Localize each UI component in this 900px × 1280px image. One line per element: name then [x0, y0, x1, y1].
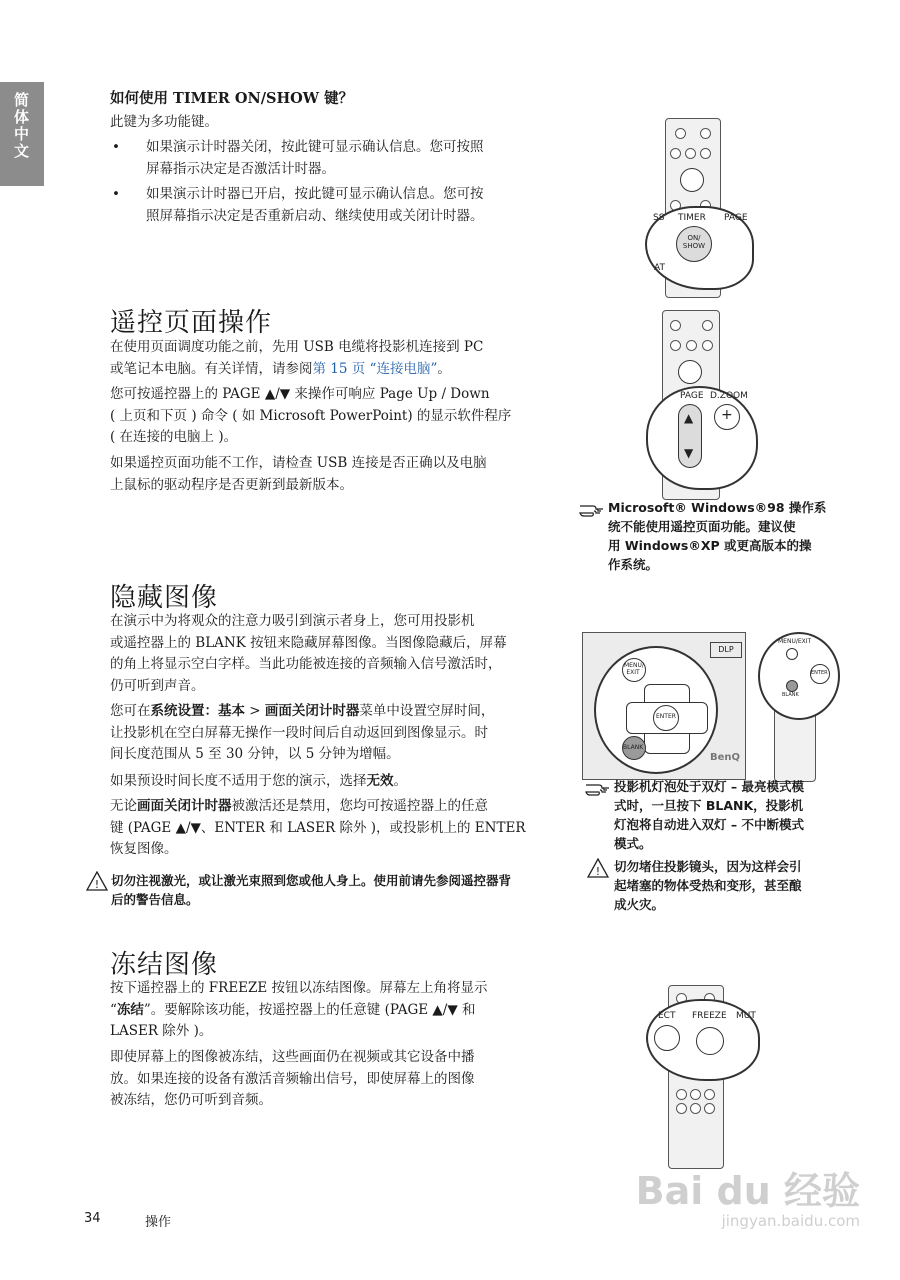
remote-dot [676, 1103, 687, 1114]
page-number: 34 [84, 1211, 101, 1226]
remote-dot [690, 1103, 701, 1114]
page-down-icon: ▼ [684, 446, 694, 460]
remote-dot [675, 128, 686, 139]
remote-label-left: ECT [658, 1011, 676, 1021]
warning-icon [86, 871, 108, 891]
brand-logo: BenQ [710, 752, 741, 763]
timer-button-label: ON/ SHOW [682, 234, 706, 250]
remote-dot [704, 1089, 715, 1100]
cross-reference-link[interactable]: 第 15 页 “连接电脑” [312, 360, 438, 377]
remote-dot [685, 148, 696, 159]
page-control-p1-line1: 在使用页面调度功能之前，先用 USB 电缆将投影机连接到 PC [110, 339, 484, 355]
dlp-logo: DLP [710, 642, 742, 658]
remote-dot [686, 340, 697, 351]
blank-small-label: BLANK [782, 692, 799, 698]
remote-dot [670, 340, 681, 351]
timer-intro: 此键为多功能键。 [110, 114, 218, 130]
remote-label-timer: TIMER [678, 213, 706, 223]
page-control-p2: 您可按遥控器上的 PAGE ▲/▼ 来操作可响应 Page Up / Down ( 上页和下页 ) 命令 ( 如 Microsoft PowerPoint) 的显示软件程序 ( 在连接的电脑上 )。 [110, 386, 512, 445]
timer-bullet-1: • 如果演示计时器关闭，按此键可显示确认信息。您可按照 屏幕指示决定是否激活计时器。 [110, 137, 570, 180]
remote-dot [702, 320, 713, 331]
remote-button [654, 1025, 680, 1051]
note-hand-icon [579, 500, 605, 518]
remote-label-dzoom: D.ZOOM [710, 391, 748, 401]
remote-label-bottom: AT [654, 263, 665, 273]
freeze-p2: 即使屏幕上的图像被冻结，这些画面仍在视频或其它设备中播 放。如果连接的设备有激活音频输出信号，即使屏幕上的图像 被冻结，您仍可听到音频。 [110, 1049, 475, 1108]
windows98-note: Microsoft® Windows®98 操作系 统不能使用遥控页面功能。建议使 用 Windows®XP 或更高版本的操 作系统。 [608, 500, 827, 572]
remote-dot [676, 1089, 687, 1100]
blank-p3: 如果预设时间长度不适用于您的演示，选择无效。 [110, 773, 407, 789]
remote-page-illustration [640, 310, 770, 500]
warning-icon [587, 858, 609, 878]
remote-dot [670, 320, 681, 331]
remote-dpad [678, 360, 702, 384]
blank-p2: 您可在系统设置：基本 > 画面关闭计时器菜单中设置空屏时间， 让投影机在空白屏幕无操作一段时间后自动返回到图像显示。时 间长度范围从 5 至 30 分钟，以 5 分钟为增幅。 [110, 703, 495, 762]
language-tab [0, 82, 44, 186]
remote-dpad [680, 168, 704, 192]
svg-text:!: ! [94, 878, 100, 891]
freeze-heading: 冻结图像 [110, 950, 219, 980]
remote-label-freeze: FREEZE [692, 1011, 727, 1021]
remote-dot [690, 1089, 701, 1100]
zoom-plus-icon: + [721, 407, 733, 423]
laser-warning: 切勿注视激光，或让激光束照到您或他人身上。使用前请先参阅遥控器背 后的警告信息。 [111, 873, 512, 907]
note-hand-icon [585, 779, 611, 797]
freeze-button [696, 1027, 724, 1055]
menu-small-button [786, 648, 798, 660]
remote-dot [700, 128, 711, 139]
timer-bullet-2: • 如果演示计时器已开启，按此键可显示确认信息。您可按 照屏幕指示决定是否重新启动、继续使用或关闭计时器。 [110, 184, 570, 227]
timer-bullet-list [110, 137, 570, 231]
menu-exit-label: MENU/ EXIT [624, 662, 644, 676]
projector-panel-illustration [582, 632, 840, 782]
remote-dot [670, 148, 681, 159]
remote-dot [700, 148, 711, 159]
magnifier-bubble [646, 386, 758, 490]
page-control-p1-line2: 或笔记本电脑。有关详情，请参阅第 15 页 “连接电脑”。 [110, 360, 451, 377]
timer-heading: 如何使用 TIMER ON/SHOW 键？ [110, 90, 354, 107]
remote-timer-illustration [640, 118, 760, 300]
blank-label: BLANK [623, 744, 644, 751]
page-up-icon: ▲ [684, 411, 694, 425]
footer-section-title: 操作 [145, 1215, 172, 1230]
remote-freeze-illustration [640, 985, 760, 1170]
baidu-watermark-logo: Bai du 经验 [635, 1169, 860, 1213]
remote-label-right: MUT [736, 1011, 756, 1021]
remote-label-page: PAGE [680, 391, 704, 401]
freeze-p1: 按下遥控器上的 FREEZE 按钮以冻结图像。屏幕左上角将显示 “冻结”。要解除该功能，按遥控器上的任意键 (PAGE ▲/▼ 和 LASER 除外 )。 [110, 980, 488, 1039]
page-control-p1 [110, 337, 580, 380]
blank-small-button [786, 680, 798, 692]
remote-label-page: PAGE [724, 213, 748, 223]
enter-small-label: ENTER [811, 670, 828, 676]
baidu-watermark-url: jingyan.baidu.com [721, 1212, 860, 1230]
enter-label: ENTER [656, 713, 676, 720]
lens-warning: 切勿堵住投影镜头，因为这样会引 起堵塞的物体受热和变形，甚至酿 成火灾。 [614, 859, 802, 912]
blank-p4: 无论画面关闭计时器被激活还是禁用，您均可按遥控器上的任意 键 (PAGE ▲/▼、ENTER 和 LASER 除外 )，或投影机上的 ENTER 恢复图像。 [110, 798, 526, 857]
language-tab-label: 简体中文 [12, 92, 30, 160]
remote-label-left: SS [653, 213, 665, 223]
menu-exit-small-label: MENU/EXIT [778, 638, 812, 645]
blank-heading: 隐藏图像 [110, 583, 219, 613]
svg-text:!: ! [595, 865, 601, 878]
remote-dot [702, 340, 713, 351]
remote-dot [704, 1103, 715, 1114]
page-control-p3: 如果遥控页面功能不工作，请检查 USB 连接是否正确以及电脑 上鼠标的驱动程序是否更新到最新版本。 [110, 455, 487, 493]
lamp-mode-note: 投影机灯泡处于双灯 – 最亮模式模 式时，一旦按下 BLANK，投影机 灯泡将自动进入双灯 – 不中断模式 模式。 [614, 779, 804, 851]
page-control-heading: 遥控页面操作 [110, 308, 273, 338]
blank-p1: 在演示中为将观众的注意力吸引到演示者身上，您可用投影机 或遥控器上的 BLANK 按钮来隐藏屏幕图像。当图像隐藏后，屏幕 的角上将显示空白字样。当此功能被连接的音频输入信号激活时， 仍可听到声音。 [110, 613, 507, 694]
